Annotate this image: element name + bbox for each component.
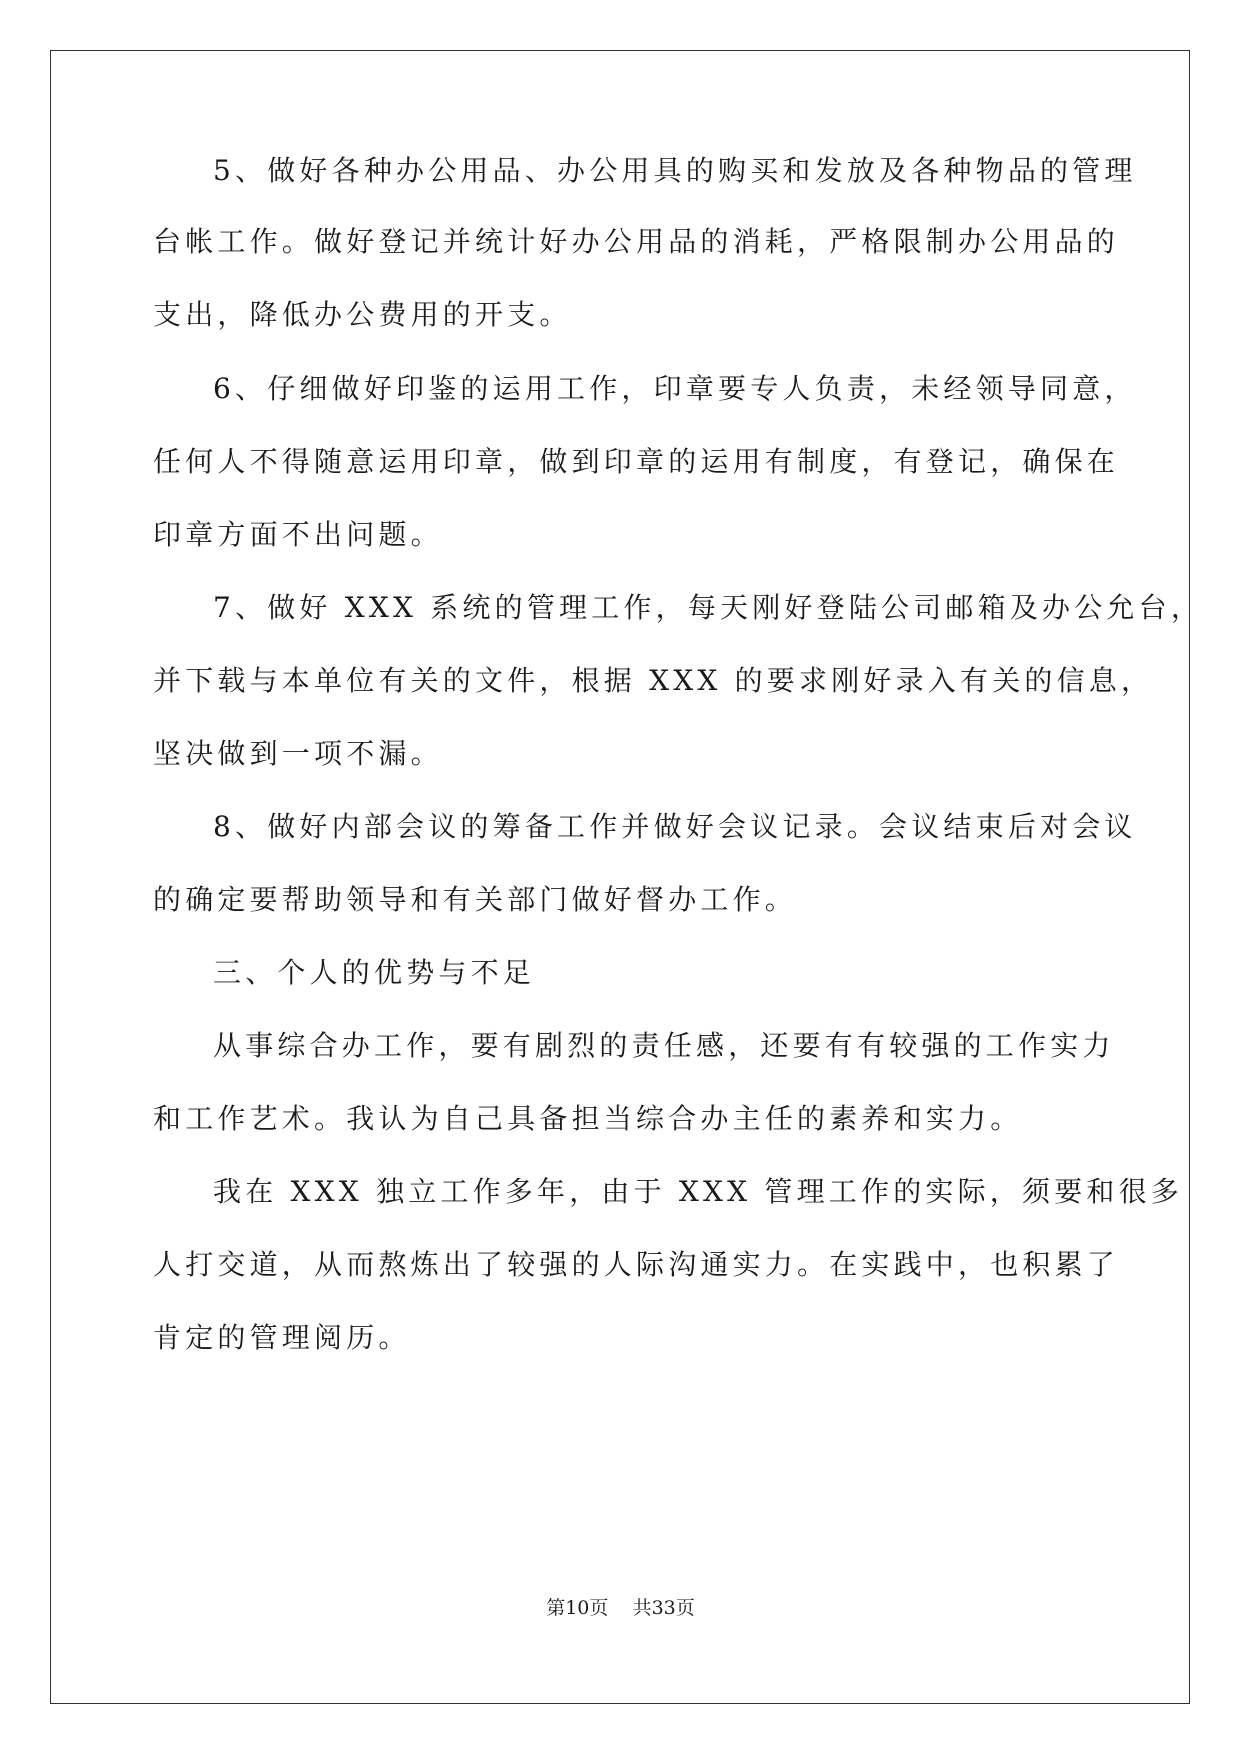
page-footer <box>0 1596 1241 1620</box>
footer-total-pages: 33 <box>651 1597 676 1619</box>
footer-page-suffix: 页 <box>589 1597 609 1619</box>
paragraph-2-line-3: 印章方面不出问题。 <box>153 518 443 551</box>
paragraph-7-line-1: 我在 XXX 独立工作多年，由于 XXX 管理工作的实际，须要和很多 <box>213 1175 1184 1208</box>
footer-total-suffix: 页 <box>675 1597 695 1619</box>
paragraph-1-line-2: 台帐工作。做好登记并统计好办公用品的消耗，严格限制办公用品的 <box>153 225 1120 258</box>
section-heading: 三、个人的优势与不足 <box>213 956 536 989</box>
paragraph-2-line-2: 任何人不得随意运用印章，做到印章的运用有制度，有登记，确保在 <box>153 445 1120 478</box>
footer-page-number: 10 <box>565 1597 590 1619</box>
paragraph-6-line-1: 从事综合办工作，要有剧烈的责任感，还要有有较强的工作实力 <box>213 1029 1115 1062</box>
paragraph-4-line-1: 8、做好内部会议的筹备工作并做好会议记录。会议结束后对会议 <box>213 810 1137 843</box>
paragraph-3-line-1: 7、做好 XXX 系统的管理工作，每天刚好登陆公司邮箱及办公允台， <box>213 591 1204 624</box>
paragraph-3-line-3: 坚决做到一项不漏。 <box>153 737 443 770</box>
footer-total-prefix: 共 <box>632 1597 652 1619</box>
paragraph-7-line-2: 人打交道，从而熬炼出了较强的人际沟通实力。在实践中，也积累了 <box>153 1248 1120 1281</box>
footer-page-prefix: 第 <box>546 1597 566 1619</box>
paragraph-3-line-2: 并下载与本单位有关的文件，根据 XXX 的要求刚好录入有关的信息， <box>153 664 1154 697</box>
paragraph-7-line-3: 肯定的管理阅历。 <box>153 1321 411 1354</box>
paragraph-1-line-3: 支出，降低办公费用的开支。 <box>153 298 572 331</box>
paragraph-6-line-2: 和工作艺术。我认为自己具备担当综合办主任的素养和实力。 <box>153 1102 1023 1135</box>
paragraph-4-line-2: 的确定要帮助领导和有关部门做好督办工作。 <box>153 883 798 916</box>
paragraph-2-line-1: 6、仔细做好印鉴的运用工作，印章要专人负责，未经领导同意， <box>213 372 1137 405</box>
paragraph-1-line-1: 5、做好各种办公用品、办公用具的购买和发放及各种物品的管理 <box>213 154 1137 187</box>
